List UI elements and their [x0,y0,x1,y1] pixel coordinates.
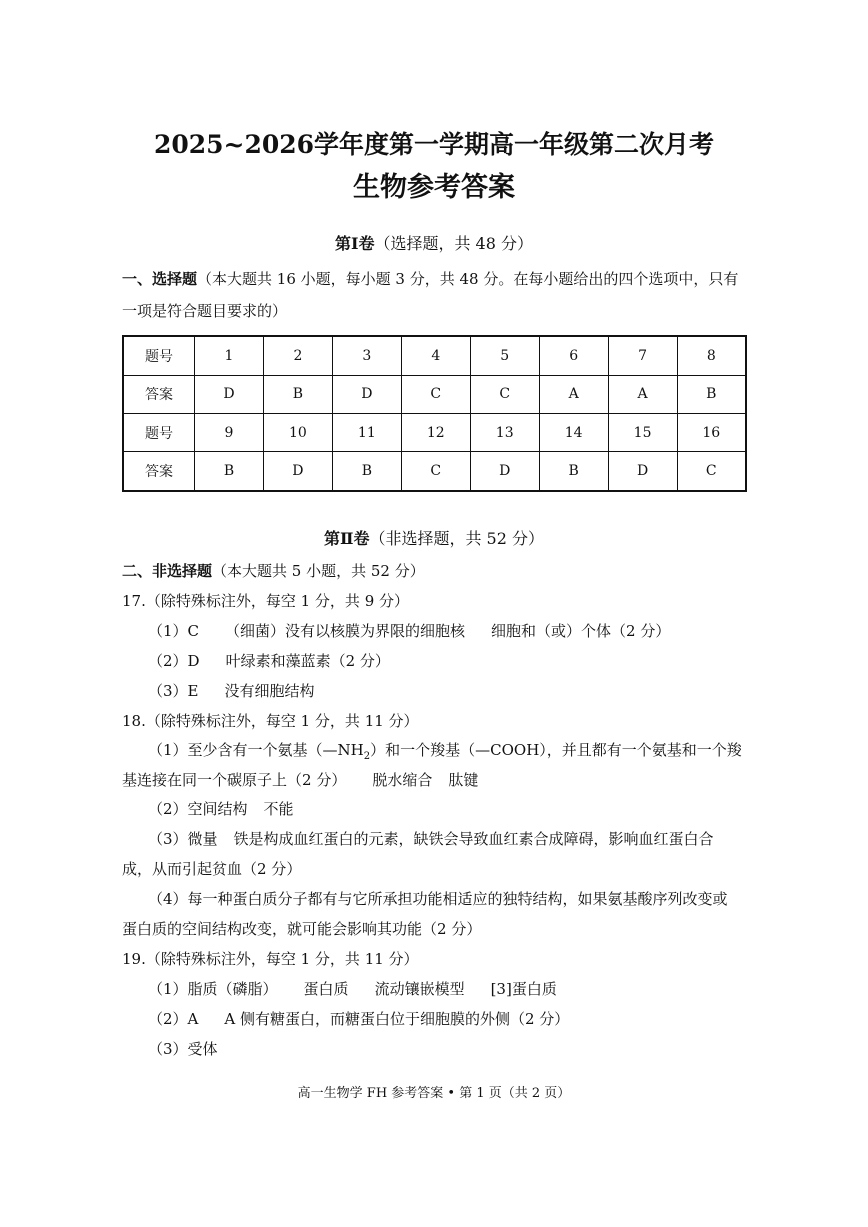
q18-answer-4: （4）每一种蛋白质分子都有与它所承担功能相适应的独特结构，如果氨基酸序列改变或 [148,890,728,908]
table-cell: B [263,375,332,413]
section-1-label: 一、选择题 [122,270,198,288]
table-cell: 4 [401,336,470,375]
table-cell: 13 [470,413,539,451]
table-cell: 12 [401,413,470,451]
q17-a1-part2: 细胞和（或）个体（2 分） [491,622,671,640]
answer-table-row [123,336,746,375]
table-cell: C [401,375,470,413]
q18-answer-2 [148,798,294,820]
q18-answer-4-line2: 蛋白质的空间结构改变，就可能会影响其功能（2 分） [122,920,482,938]
table-cell: B [195,452,264,491]
q17-a3-part1: 没有细胞结构 [224,682,315,700]
q19-a1-part1: 蛋白质 [303,980,349,998]
table-cell: D [263,452,332,491]
table-cell: 15 [608,413,677,451]
table-row-header: 题号 [123,413,195,451]
q18-a2-part1: 不能 [263,800,294,818]
q18-a1-pre: （1）至少含有一个氨基（—NH [148,741,364,759]
q17-a1-part1: （细菌）没有以核膜为界限的细胞核 [225,622,466,640]
table-cell: D [195,375,264,413]
table-cell: 14 [539,413,608,451]
q17-a1-num: （1）C [148,622,200,640]
volume-2-heading [0,527,868,551]
q19-a2-part1: A 侧有糖蛋白，而糖蛋白位于细胞膜的外侧（2 分） [224,1010,570,1028]
table-cell: C [401,452,470,491]
q18-a2-num: （2）空间结构 [148,800,248,818]
table-cell: D [608,452,677,491]
subject-title: 生物参考答案 [353,172,515,203]
q19-answer-1 [148,978,557,1000]
q19-a2-num: （2）A [148,1010,199,1028]
table-cell: 11 [332,413,401,451]
q18-answer-1-line2 [122,769,478,791]
table-cell: B [677,375,746,413]
q18-answer-3-line2: 成，从而引起贫血（2 分） [122,860,302,878]
table-cell: C [677,452,746,491]
section-1-heading [122,268,738,290]
q17-a2-part1: 叶绿素和藻蓝素（2 分） [225,652,390,670]
table-cell: D [332,375,401,413]
table-row-header: 答案 [123,452,195,491]
page-footer: 高一生物学 FH 参考答案 • 第 1 页（共 2 页） [297,1086,571,1101]
answer-table [122,335,747,492]
q17-a2-num: （2）D [148,652,200,670]
volume-1-desc: （选择题，共 48 分） [374,234,534,253]
table-cell: 6 [539,336,608,375]
q19-a1-part3: [3]蛋白质 [490,980,557,998]
exam-title: 2025~2026学年度第一学期高一年级第二次月考 [153,130,715,159]
q17-a3-num: （3）E [148,682,199,700]
volume-2-desc: （非选择题，共 52 分） [369,529,545,548]
table-cell: 1 [195,336,264,375]
q17-heading: 17.（除特殊标注外，每空 1 分，共 9 分） [122,592,410,610]
table-cell: A [539,375,608,413]
table-row-header: 答案 [123,375,195,413]
q18-a1-subscript: 2 [363,751,371,762]
q18-a1-line2-part2: 脱水缩合 [372,771,433,789]
q19-a1-part2: 流动镶嵌模型 [374,980,465,998]
q19-a1-num: （1）脂质（磷脂） [148,980,278,998]
table-cell: 2 [263,336,332,375]
q19-answer-3: （3）受体 [148,1040,218,1058]
table-row-header: 题号 [123,336,195,375]
section-1-desc: （本大题共 16 小题，每小题 3 分，共 48 分。在每小题给出的四个选项中，只有 [197,270,739,288]
answer-table-row [123,452,746,491]
volume-1-name: 第Ⅰ卷 [334,234,375,253]
section-2-heading [122,560,425,582]
q18-answer-1 [148,739,742,761]
table-cell: 10 [263,413,332,451]
q18-a3-num: （3）微量 [148,830,218,848]
q18-answer-3 [148,828,714,850]
table-cell: 8 [677,336,746,375]
q18-a1-post: ）和一个羧基（—COOH），并且都有一个氨基和一个羧 [370,741,742,759]
table-cell: 9 [195,413,264,451]
table-cell: 5 [470,336,539,375]
table-cell: 7 [608,336,677,375]
section-1-desc-line2: 一项是符合题目要求的） [122,302,288,320]
q17-answer-3 [148,680,315,702]
q18-heading: 18.（除特殊标注外，每空 1 分，共 11 分） [122,712,419,730]
q17-answer-2 [148,650,390,672]
table-cell: B [539,452,608,491]
section-2-label: 二、非选择题 [122,562,213,580]
answer-table-row [123,375,746,413]
table-cell: B [332,452,401,491]
q18-a1-line2-part3: 肽键 [448,771,479,789]
volume-1-heading [0,232,868,256]
q18-a1-line2-part1: 基连接在同一个碳原子上（2 分） [122,771,347,789]
q17-answer-1 [148,620,670,642]
q19-answer-2 [148,1008,569,1030]
q19-heading: 19.（除特殊标注外，每空 1 分，共 11 分） [122,950,419,968]
table-cell: D [470,452,539,491]
volume-2-name: 第Ⅱ卷 [323,529,370,548]
q18-a3-part1: 铁是构成血红蛋白的元素，缺铁会导致血红素合成障碍，影响血红蛋白合 [233,830,714,848]
answer-table-row [123,413,746,451]
table-cell: 3 [332,336,401,375]
table-cell: 16 [677,413,746,451]
table-cell: A [608,375,677,413]
section-2-desc: （本大题共 5 小题，共 52 分） [212,562,425,580]
table-cell: C [470,375,539,413]
